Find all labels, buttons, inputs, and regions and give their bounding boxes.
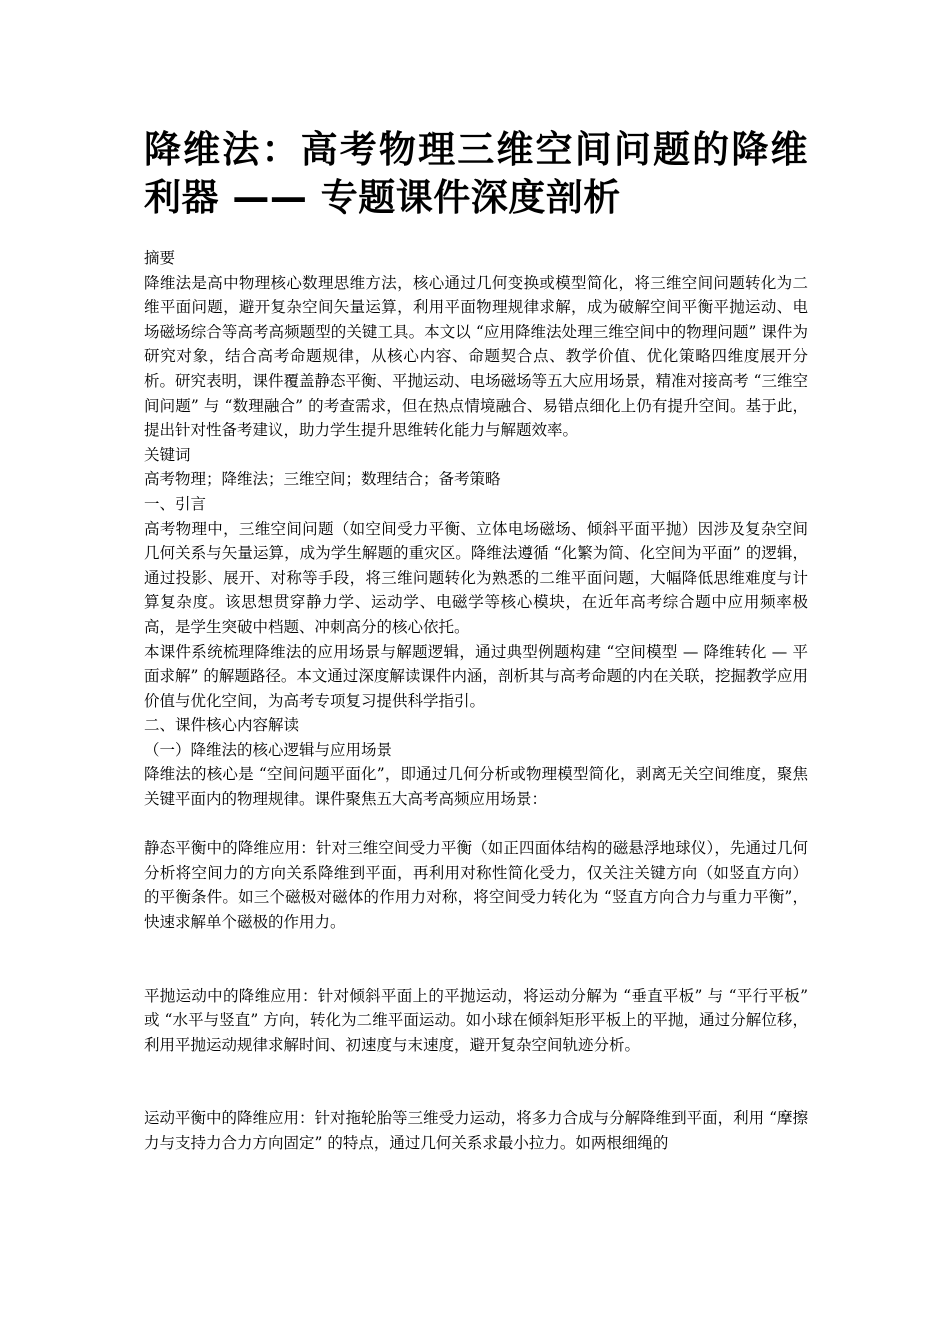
section2-paragraph-1: 降维法的核心是 “空间问题平面化”，即通过几何分析或物理模型简化，剥离无关空间维度，聚焦关键平面内的物理规律。课件聚焦五大高考高频应用场景：	[144, 765, 808, 809]
keywords-heading: 关键词	[144, 445, 191, 464]
abstract-heading: 摘要	[144, 249, 176, 267]
spacer	[144, 935, 808, 984]
document-title: 降维法：高考物理三维空间问题的降维利器 —— 专题课件深度剖析	[144, 128, 808, 219]
section2-heading: 二、课件核心内容解读	[144, 716, 300, 735]
document-page	[144, 126, 808, 1156]
document-body	[144, 246, 808, 1156]
scene-motion-balance: 运动平衡中的降维应用：针对拖轮胎等三维受力运动，将多力合成与分解降维到平面，利用 “摩擦力与支持力合力方向固定” 的特点，通过几何关系求最小拉力。如两根细绳的	[144, 1109, 808, 1152]
spacer	[144, 1057, 808, 1106]
section1-heading: 一、引言	[144, 494, 207, 513]
section1-paragraph-2: 本课件系统梳理降维法的应用场景与解题逻辑，通过典型例题构建 “空间模型 — 降维转化 — 平面求解” 的解题路径。本文通过深度解读课件内涵，剖析其与高考命题的内在关联，挖掘教学应用价值与优化空间，为高考专项复习提供科学指引。	[144, 642, 808, 710]
section1-paragraph-1: 高考物理中，三维空间问题（如空间受力平衡、立体电场磁场、倾斜平面平抛）因涉及复杂空间几何关系与矢量运算，成为学生解题的重灾区。降维法遵循 “化繁为简、化空间为平面” 的逻辑，通过投影、展开、对称等手段，将三维问题转化为熟悉的二维平面问题，大幅降低思维难度与计算复杂度。该思想贯穿静力学、运动学、电磁学等核心模块，在近年高考综合题中应用频率极高，是学生突破中档题、冲刺高分的核心依托。	[144, 519, 808, 636]
section2-subheading-1: （一）降维法的核心逻辑与应用场景	[144, 740, 393, 759]
spacer	[144, 812, 808, 837]
scene-projectile-motion: 平抛运动中的降维应用：针对倾斜平面上的平抛运动，将运动分解为 “垂直平板” 与 “平行平板” 或 “水平与竖直” 方向，转化为二维平面运动。如小球在倾斜矩形平板上的平抛，通过分解位移，利用平抛运动规律求解时间、初速度与末速度，避开复杂空间轨迹分析。	[144, 986, 808, 1054]
scene-static-balance: 静态平衡中的降维应用：针对三维空间受力平衡（如正四面体结构的磁悬浮地球仪），先通过几何分析将空间力的方向关系降维到平面，再利用对称性简化受力，仅关注关键方向（如竖直方向）的平衡条件。如三个磁极对磁体的作用力对称，将空间受力转化为 “竖直方向合力与重力平衡”，快速求解单个磁极的作用力。	[144, 839, 808, 932]
keywords-text: 高考物理；降维法；三维空间；数理结合；备考策略	[144, 470, 501, 489]
abstract-paragraph: 降维法是高中物理核心数理思维方法，核心通过几何变换或模型简化，将三维空间问题转化为二维平面问题，避开复杂空间矢量运算，利用平面物理规律求解，成为破解空间平衡平抛运动、电场磁场综合等高考高频题型的关键工具。本文以 “应用降维法处理三维空间中的物理问题” 课件为研究对象，结合高考命题规律，从核心内容、命题契合点、教学价值、优化策略四维度展开分析。研究表明，课件覆盖静态平衡、平抛运动、电场磁场等五大应用场景，精准对接高考 “三维空间问题” 与 “数理融合” 的考查需求，但在热点情境融合、易错点细化上仍有提升空间。基于此，提出针对性备考建议，助力学生提升思维转化能力与解题效率。	[144, 273, 808, 440]
